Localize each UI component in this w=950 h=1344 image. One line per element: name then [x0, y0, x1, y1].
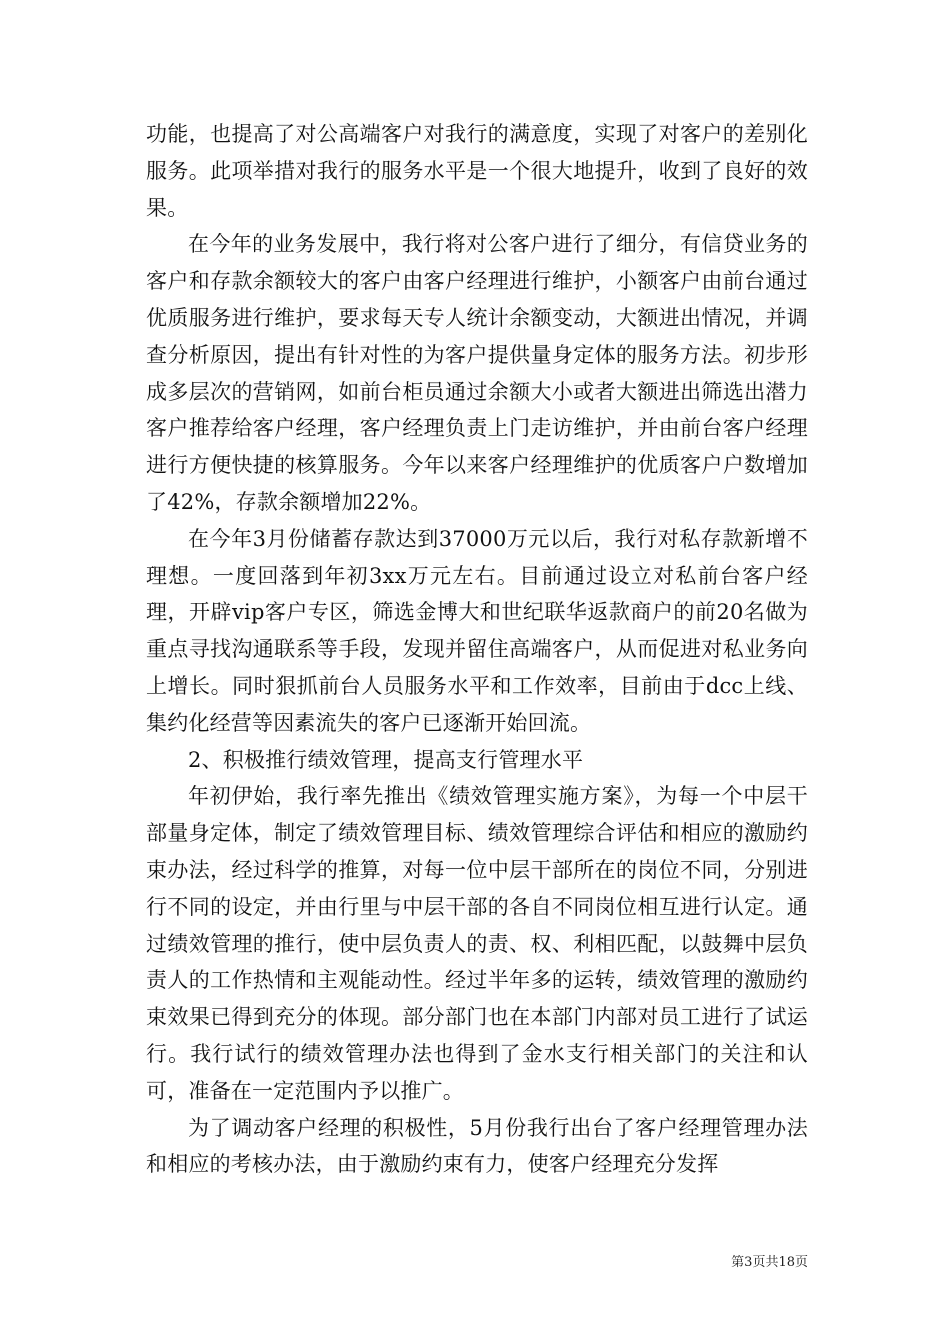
page-number: 第3页共18页 — [731, 1255, 808, 1270]
paragraph-account-manager-incentives: 为了调动客户经理的积极性，5月份我行出台了客户经理管理办法和相应的考核办法，由于激励约束有力，使客户经理充分发挥 — [146, 1115, 808, 1177]
document-body — [146, 116, 808, 1183]
paragraph-performance-management-plan: 年初伊始，我行率先推出《绩效管理实施方案》，为每一个中层干部量身定体，制定了绩效管理目标、绩效管理综合评估和相应的激励约束办法，经过科学的推算，对每一位中层干部所在的岗位不同，分别进行不同的设定，并由行里与中层干部的各自不同岗位相互进行认定。通过绩效管理的推行，使中层负责人的责、权、利相匹配，以鼓舞中层负责人的工作热情和主观能动性。经过半年多的运转，绩效管理的激励约束效果已得到充分的体现。部分部门也在本部门内部对员工进行了试运行。我行试行的绩效管理办法也得到了金水支行相关部门的关注和认可，准备在一定范围内予以推广。 — [146, 784, 808, 1103]
section-heading-performance-management: 2、积极推行绩效管理，提高支行管理水平 — [188, 747, 584, 772]
paragraph-service-differentiation: 功能，也提高了对公高端客户对我行的满意度，实现了对客户的差别化服务。此项举措对我行的服务水平是一个很大地提升，收到了良好的效果。 — [146, 122, 808, 220]
paragraph-private-deposits: 在今年3月份储蓄存款达到37000万元以后，我行对私存款新增不理想。一度回落到年初3xx万元左右。目前通过设立对私前台客户经理，开辟vip客户专区，筛选金博大和世纪联华返款商户的前20名做为重点寻找沟通联系等手段，发现并留住高端客户，从而促进对私业务向上增长。同时狠抓前台人员服务水平和工作效率，目前由于dcc上线、集约化经营等因素流失的客户已逐渐开始回流。 — [146, 526, 808, 735]
paragraph-corporate-client-segmentation: 在今年的业务发展中，我行将对公客户进行了细分，有信贷业务的客户和存款余额较大的客户由客户经理进行维护，小额客户由前台通过优质服务进行维护，要求每天专人统计余额变动，大额进出情况，并调查分析原因，提出有针对性的为客户提供量身定体的服务方法。初步形成多层次的营销网，如前台柜员通过余额大小或者大额进出筛选出潜力客户推荐给客户经理，客户经理负责上门走访维护，并由前台客户经理进行方便快捷的核算服务。今年以来客户经理维护的优质客户户数增加了42%，存款余额增加22%。 — [146, 232, 808, 514]
